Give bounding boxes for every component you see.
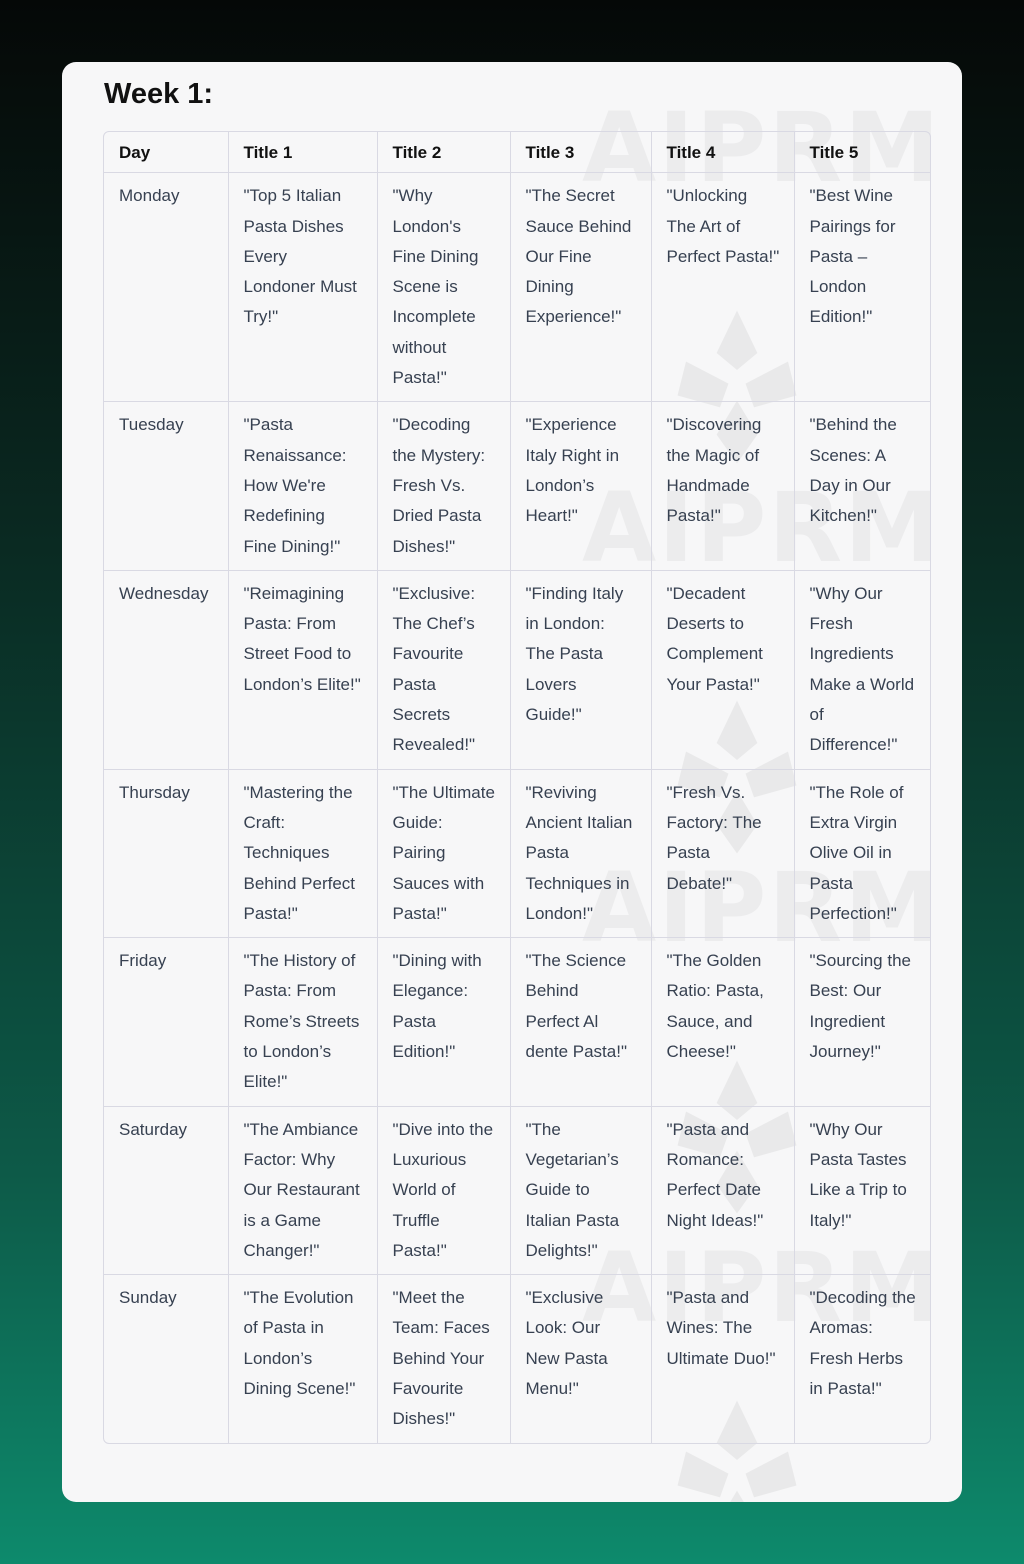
column-header-title-1: Title 1 xyxy=(228,132,377,173)
day-cell: Thursday xyxy=(104,769,228,937)
title-cell: "Experience Italy Right in London’s Heart!" xyxy=(510,402,651,570)
title-cell: "Pasta and Romance: Perfect Date Night Ideas!" xyxy=(651,1106,794,1274)
title-cell: "Best Wine Pairings for Pasta – London Edition!" xyxy=(794,173,930,402)
title-cell: "Exclusive: The Chef’s Favourite Pasta Secrets Revealed!" xyxy=(377,570,510,769)
title-cell: "The Role of Extra Virgin Olive Oil in Pasta Perfection!" xyxy=(794,769,930,937)
title-cell: "Why Our Pasta Tastes Like a Trip to Italy!" xyxy=(794,1106,930,1274)
day-cell: Wednesday xyxy=(104,570,228,769)
title-cell: "Mastering the Craft: Techniques Behind Perfect Pasta!" xyxy=(228,769,377,937)
table-row xyxy=(104,173,930,402)
title-cell: "Reimagining Pasta: From Street Food to London’s Elite!" xyxy=(228,570,377,769)
title-cell: "Decoding the Aromas: Fresh Herbs in Pasta!" xyxy=(809,1288,916,1398)
title-cell: "Unlocking The Art of Perfect Pasta!" xyxy=(651,173,794,402)
title-cell: "Behind the Scenes: A Day in Our Kitchen!" xyxy=(794,402,930,570)
day-cell: Sunday xyxy=(104,1275,228,1443)
table-header-row xyxy=(104,132,930,173)
title-cell: "Sourcing the Best: Our Ingredient Journey!" xyxy=(794,938,930,1106)
day-cell: Monday xyxy=(104,173,228,402)
column-header-title-2: Title 2 xyxy=(377,132,510,173)
title-cell: "Reviving Ancient Italian Pasta Techniques in London!" xyxy=(510,769,651,937)
title-cell: "Exclusive Look: Our New Pasta Menu!" xyxy=(510,1275,651,1443)
content-card xyxy=(62,62,962,1502)
title-cell: "Dive into the Luxurious World of Truffle Pasta!" xyxy=(377,1106,510,1274)
table-row xyxy=(104,402,930,570)
title-cell: "Pasta Renaissance: How We're Redefining Fine Dining!" xyxy=(228,402,377,570)
title-cell: "The Science Behind Perfect Al dente Pasta!" xyxy=(510,938,651,1106)
title-cell: "The Vegetarian’s Guide to Italian Pasta Delights!" xyxy=(510,1106,651,1274)
title-cell: "The Secret Sauce Behind Our Fine Dining Experience!" xyxy=(510,173,651,402)
title-cell: "Pasta and Wines: The Ultimate Duo!" xyxy=(651,1275,794,1443)
day-cell: Tuesday xyxy=(104,402,228,570)
table-row xyxy=(104,570,930,769)
title-cell: "Dining with Elegance: Pasta Edition!" xyxy=(377,938,510,1106)
title-cell: "The Ultimate Guide: Pairing Sauces with Pasta!" xyxy=(377,769,510,937)
column-header-title-4: Title 4 xyxy=(651,132,794,173)
table-row xyxy=(104,938,930,1106)
title-cell: "The Ambiance Factor: Why Our Restaurant is a Game Changer!" xyxy=(228,1106,377,1274)
title-cell: "Top 5 Italian Pasta Dishes Every Londoner Must Try!" xyxy=(228,173,377,402)
title-cell: "Discovering the Magic of Handmade Pasta!" xyxy=(651,402,794,570)
title-cell: "Why Our Fresh Ingredients Make a World of Difference!" xyxy=(794,570,930,769)
title-cell: "Finding Italy in London: The Pasta Lovers Guide!" xyxy=(510,570,651,769)
title-cell: "The History of Pasta: From Rome’s Streets to London’s Elite!" xyxy=(228,938,377,1106)
table-row xyxy=(104,769,930,937)
title-cell: "The Golden Ratio: Pasta, Sauce, and Cheese!" xyxy=(651,938,794,1106)
column-header-title-3: Title 3 xyxy=(510,132,651,173)
column-header-day: Day xyxy=(104,132,228,173)
day-cell: Saturday xyxy=(104,1106,228,1274)
title-cell: "Fresh Vs. Factory: The Pasta Debate!" xyxy=(651,769,794,937)
content-calendar-table xyxy=(103,131,931,1444)
title-cell: "The Evolution of Pasta in London’s Dining Scene!" xyxy=(228,1275,377,1443)
table-row xyxy=(104,1106,930,1274)
title-cell: "Decoding the Mystery: Fresh Vs. Dried Pasta Dishes!" xyxy=(377,402,510,570)
table-row xyxy=(104,1275,930,1443)
title-cell: "Why London's Fine Dining Scene is Incomplete without Pasta!" xyxy=(377,173,510,402)
title-cell: "Decadent Deserts to Complement Your Pasta!" xyxy=(651,570,794,769)
title-cell: "Meet the Team: Faces Behind Your Favourite Dishes!" xyxy=(377,1275,510,1443)
day-cell: Friday xyxy=(104,938,228,1106)
column-header-title-5: Title 5 xyxy=(794,132,930,173)
page-title: Week 1: xyxy=(104,78,214,110)
